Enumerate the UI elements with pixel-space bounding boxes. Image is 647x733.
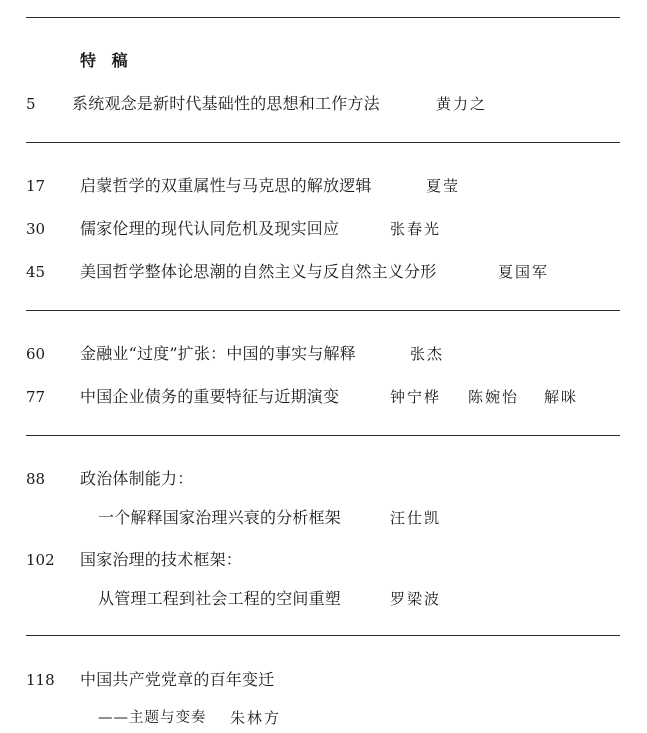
article-author: 陈婉怡: [468, 388, 520, 406]
article-author: 夏莹: [426, 177, 461, 195]
article-title[interactable]: 金融业“过度”扩张：中国的事实与解释: [80, 344, 356, 363]
page-number: 88: [26, 470, 46, 488]
article-author: 张杰: [410, 345, 445, 363]
article-title[interactable]: 系统观念是新时代基础性的思想和工作方法: [72, 94, 380, 113]
article-author: 夏国军: [498, 263, 550, 281]
divider: [26, 142, 620, 143]
page-number: 45: [26, 263, 46, 281]
article-title[interactable]: 美国哲学整体论思潮的自然主义与反自然主义分形: [80, 262, 437, 281]
page-number: 60: [26, 345, 46, 363]
divider: [26, 17, 620, 18]
article-subtitle[interactable]: 从管理工程到社会工程的空间重塑: [98, 589, 342, 608]
article-title[interactable]: 中国共产党党章的百年变迁: [80, 670, 275, 689]
divider: [26, 635, 620, 636]
article-title[interactable]: 政治体制能力：: [80, 469, 194, 488]
page-number: 17: [26, 177, 46, 195]
divider: [26, 435, 620, 436]
article-title[interactable]: 儒家伦理的现代认同危机及现实回应: [80, 219, 340, 238]
page-number: 77: [26, 388, 46, 406]
article-author: 黄力之: [436, 95, 488, 113]
divider: [26, 310, 620, 311]
article-author: 朱林方: [230, 709, 282, 727]
article-author: 钟宁桦: [390, 388, 442, 406]
article-title[interactable]: 国家治理的技术框架：: [80, 550, 243, 569]
article-title[interactable]: 启蒙哲学的双重属性与马克思的解放逻辑: [80, 176, 372, 195]
article-title[interactable]: 中国企业债务的重要特征与近期演变: [80, 387, 340, 406]
article-author: 汪仕凯: [390, 509, 442, 527]
page-number: 5: [26, 95, 36, 113]
section-heading-special: 特 稿: [80, 51, 133, 70]
article-author: 罗梁波: [390, 590, 442, 608]
article-author: 解咪: [544, 388, 579, 406]
page-number: 30: [26, 220, 46, 238]
article-author: 张春光: [390, 220, 442, 238]
page-number: 118: [26, 671, 55, 689]
page-number: 102: [26, 551, 55, 569]
article-subtitle[interactable]: 一个解释国家治理兴衰的分析框架: [98, 508, 342, 527]
article-subtitle[interactable]: ——主题与变奏: [98, 710, 207, 726]
